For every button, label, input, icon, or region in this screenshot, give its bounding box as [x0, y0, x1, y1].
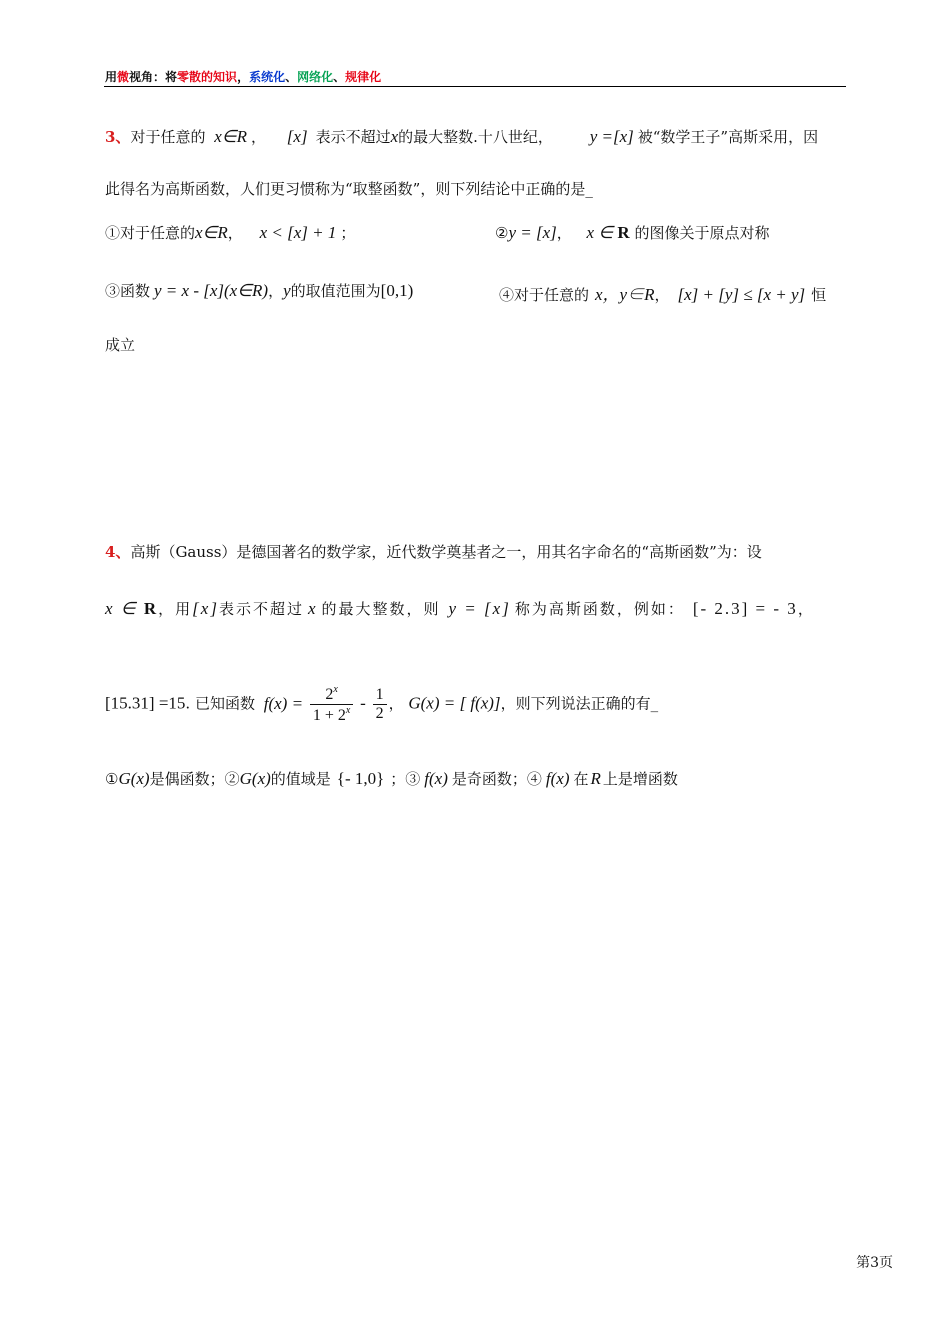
header-text: 微 — [117, 70, 130, 84]
q3-option-2 — [495, 222, 769, 243]
math-expr: x ∈ — [105, 599, 144, 618]
text: ， — [797, 600, 815, 618]
header-text: 、 — [285, 70, 298, 84]
math-expr: x∈R — [195, 223, 228, 242]
text: 上是增函数 — [602, 770, 678, 788]
math-expr: y = [x] — [508, 223, 557, 242]
text: ， — [227, 224, 243, 242]
math-expr: x，y∈R — [595, 285, 655, 304]
math-expr: 1 — [373, 686, 387, 705]
text: ， — [556, 224, 572, 242]
q3-line-5: 成立 — [105, 336, 136, 354]
math-expr: [x] — [192, 599, 219, 618]
text: 高斯（Gauss）是德国著名的数学家，近代数学奠基者之一，用其名字命名的“高斯函数”为：设 — [130, 543, 762, 561]
math-expr: x — [333, 684, 338, 695]
header-text: 视角：将 — [129, 70, 178, 84]
math-expr: 2 — [375, 705, 384, 722]
math-expr: [x] — [286, 127, 308, 146]
math-expr: - — [360, 693, 366, 713]
math-expr: [- 2.3] = - 3 — [692, 599, 798, 618]
fraction — [373, 686, 387, 723]
math-expr: G(x) — [239, 769, 271, 788]
math-expr: [x] + [y] ≤ [x + y] — [677, 285, 806, 304]
q4-line-3 — [105, 684, 658, 725]
text: ，则下列说法正确的有_ — [500, 694, 659, 713]
math-expr: R — [143, 599, 159, 618]
math-expr: R — [617, 223, 630, 242]
math-expr: f(x) — [545, 769, 570, 788]
header-text: 、 — [333, 70, 346, 84]
math-expr: x — [307, 599, 318, 618]
text: ， — [388, 694, 404, 713]
math-expr: f(x) — [424, 769, 448, 788]
text: 是奇函数；④ — [451, 770, 542, 788]
header-text: 用 — [105, 70, 118, 84]
math-expr: G(x) = [ f(x)] — [408, 693, 501, 713]
page-header — [105, 68, 381, 85]
math-expr: G(x) — [118, 769, 150, 788]
fraction — [310, 684, 353, 725]
text: 恒 — [811, 286, 827, 304]
text: 对于任意的 — [130, 128, 206, 146]
text: ② — [495, 224, 509, 242]
header-text: 规律化 — [345, 70, 382, 84]
text: ， — [250, 128, 266, 146]
math-expr: y = x - [x](x∈R) — [154, 281, 269, 300]
text: ， — [654, 286, 670, 304]
q3-line-1 — [105, 126, 818, 147]
math-expr: y = [x] — [448, 599, 511, 618]
text: . 已知函数 — [185, 694, 255, 713]
q4-statements — [105, 768, 678, 789]
text: 表示不超过 — [218, 600, 304, 618]
text: ①对于任意的 — [105, 224, 196, 242]
text: 的取值范围为 — [290, 282, 381, 300]
q3-option-4 — [499, 280, 826, 305]
text: 的值域是 — [270, 770, 331, 788]
math-expr: y — [283, 281, 291, 300]
math-expr: x < [x] + 1 — [259, 223, 337, 242]
text: 的最大整数.十八世纪， — [398, 128, 553, 146]
q3-option-1 — [105, 222, 355, 243]
text: 的最大整数，则 — [321, 600, 441, 618]
text: 在 — [573, 770, 589, 788]
text: 是偶函数；② — [149, 770, 240, 788]
math-expr: x ∈ — [586, 223, 618, 242]
header-text: ， — [237, 70, 250, 84]
text: ，用 — [158, 600, 193, 618]
header-text: 系统化 — [249, 70, 286, 84]
text: ， — [268, 282, 284, 300]
math-expr: y =[x] — [589, 127, 634, 146]
q3-option-3 — [105, 280, 413, 301]
header-text: 零散的知识 — [177, 70, 238, 84]
math-expr: f(x) = — [263, 693, 304, 713]
math-expr: 2 — [325, 686, 334, 703]
q4-line-2 — [105, 598, 815, 619]
text: 的图像关于原点对称 — [634, 224, 770, 242]
text: 被“数学王子”高斯采用，因 — [637, 128, 819, 146]
q4-line-1 — [105, 541, 762, 562]
text: ① — [105, 770, 119, 788]
text: ； — [340, 224, 356, 242]
text: 表示不超过 — [315, 128, 391, 146]
math-expr: 1 + 2 — [312, 707, 346, 724]
math-expr: x∈R — [214, 127, 247, 146]
math-expr: {- 1,0} — [336, 769, 385, 788]
math-expr: [15.31] =15 — [105, 693, 186, 713]
text: ④对于任意的 — [499, 286, 590, 304]
math-expr: x — [390, 127, 399, 146]
math-expr: [0,1) — [380, 281, 414, 300]
q3-line-2: 此得名为高斯函数，人们更习惯称为“取整函数”，则下列结论中正确的是_ — [105, 180, 593, 198]
question-number: 4、 — [105, 543, 131, 561]
page-number: 第3页 — [856, 1255, 893, 1271]
header-rule — [104, 86, 846, 87]
text: 称为高斯函数，例如： — [514, 600, 685, 618]
question-number: 3、 — [105, 128, 131, 146]
math-expr: x — [345, 705, 351, 716]
header-text: 网络化 — [297, 70, 334, 84]
math-expr: R — [590, 769, 601, 788]
text: ；③ — [390, 770, 421, 788]
text: ③函数 — [105, 282, 151, 300]
